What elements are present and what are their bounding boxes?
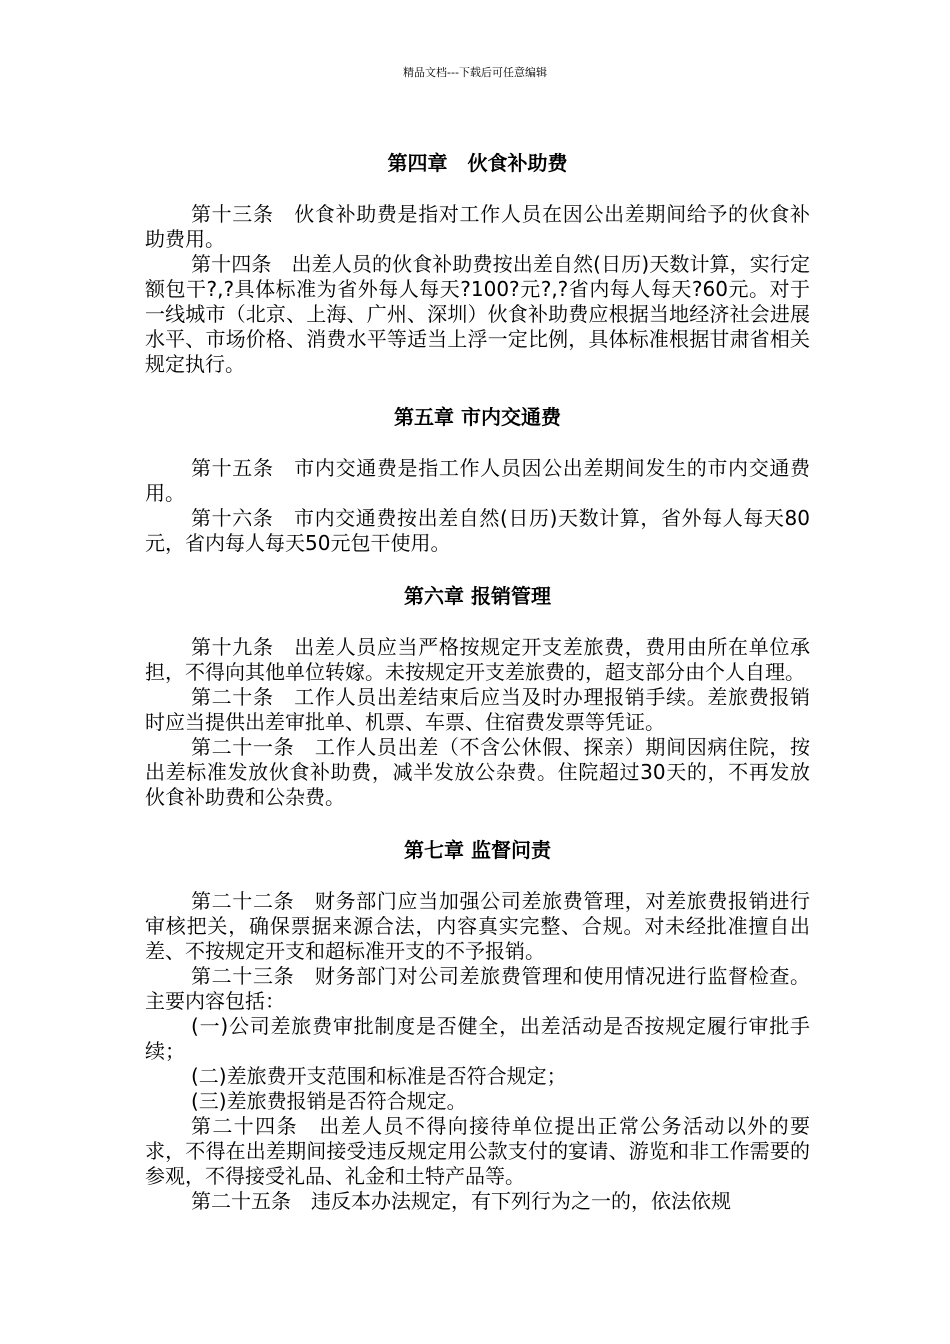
- article-22: 第二十二条 财务部门应当加强公司差旅费管理，对差旅费报销进行审核把关，确保票据来源合法，内容真实完整、合规。对未经批准擅自出差、不按规定开支和超标准开支的不予报销。: [145, 889, 810, 963]
- article-20: 第二十条 工作人员出差结束后应当及时办理报销手续。差旅费报销时应当提供出差审批单、机票、车票、住宿费发票等凭证。: [145, 685, 810, 734]
- list-item-2: (二)差旅费开支范围和标准是否符合规定；: [191, 1064, 567, 1088]
- article-24: 第二十四条 出差人员不得向接待单位提出正常公务活动以外的要求，不得在出差期间接受违反规定用公款支付的宴请、游览和非工作需要的参观，不得接受礼品、礼金和土特产品等。: [145, 1114, 810, 1188]
- list-item-3: (三)差旅费报销是否符合规定。: [191, 1089, 467, 1113]
- article-23: 第二十三条 财务部门对公司差旅费管理和使用情况进行监督检查。主要内容包括：: [145, 964, 810, 1013]
- article-25: 第二十五条 违反本办法规定，有下列行为之一的，依法依规: [191, 1189, 731, 1213]
- article-15: 第十五条 市内交通费是指工作人员因公出差期间发生的市内交通费用。: [145, 456, 810, 505]
- page-header: 精品文档---下载后可任意编辑: [403, 66, 547, 79]
- article-14: 第十四条 出差人员的伙食补助费按出差自然(日历)天数计算，实行定额包干?,?具体标准为省外每人每天?100?元?,?省内每人每天?60元。对于一线城市（北京、上海、广州、深圳）伙食补助费应根据当地经济社会进展水平、市场价格、消费水平等适当上浮一定比例，具体标准根据甘肃省相关规定执行。: [145, 252, 810, 376]
- article-21: 第二十一条 工作人员出差（不含公休假、探亲）期间因病住院，按出差标准发放伙食补助费，减半发放公杂费。住院超过30天的，不再发放伙食补助费和公杂费。: [145, 735, 810, 809]
- chapter-title: 第七章 监督问责: [404, 838, 551, 862]
- chapter-title: 第四章 伙食补助费: [387, 151, 568, 175]
- chapter-title: 第六章 报销管理: [404, 584, 551, 608]
- list-item-1: (一)公司差旅费审批制度是否健全，出差活动是否按规定履行审批手续；: [145, 1014, 810, 1063]
- article-16: 第十六条 市内交通费按出差自然(日历)天数计算，省外每人每天80元，省内每人每天50元包干使用。: [145, 506, 810, 555]
- article-13: 第十三条 伙食补助费是指对工作人员在因公出差期间给予的伙食补助费用。: [145, 202, 810, 251]
- article-19: 第十九条 出差人员应当严格按规定开支差旅费，费用由所在单位承担，不得向其他单位转嫁。未按规定开支差旅费的，超支部分由个人自理。: [145, 635, 810, 684]
- chapter-title: 第五章 市内交通费: [394, 405, 561, 429]
- document-body: [145, 140, 810, 1214]
